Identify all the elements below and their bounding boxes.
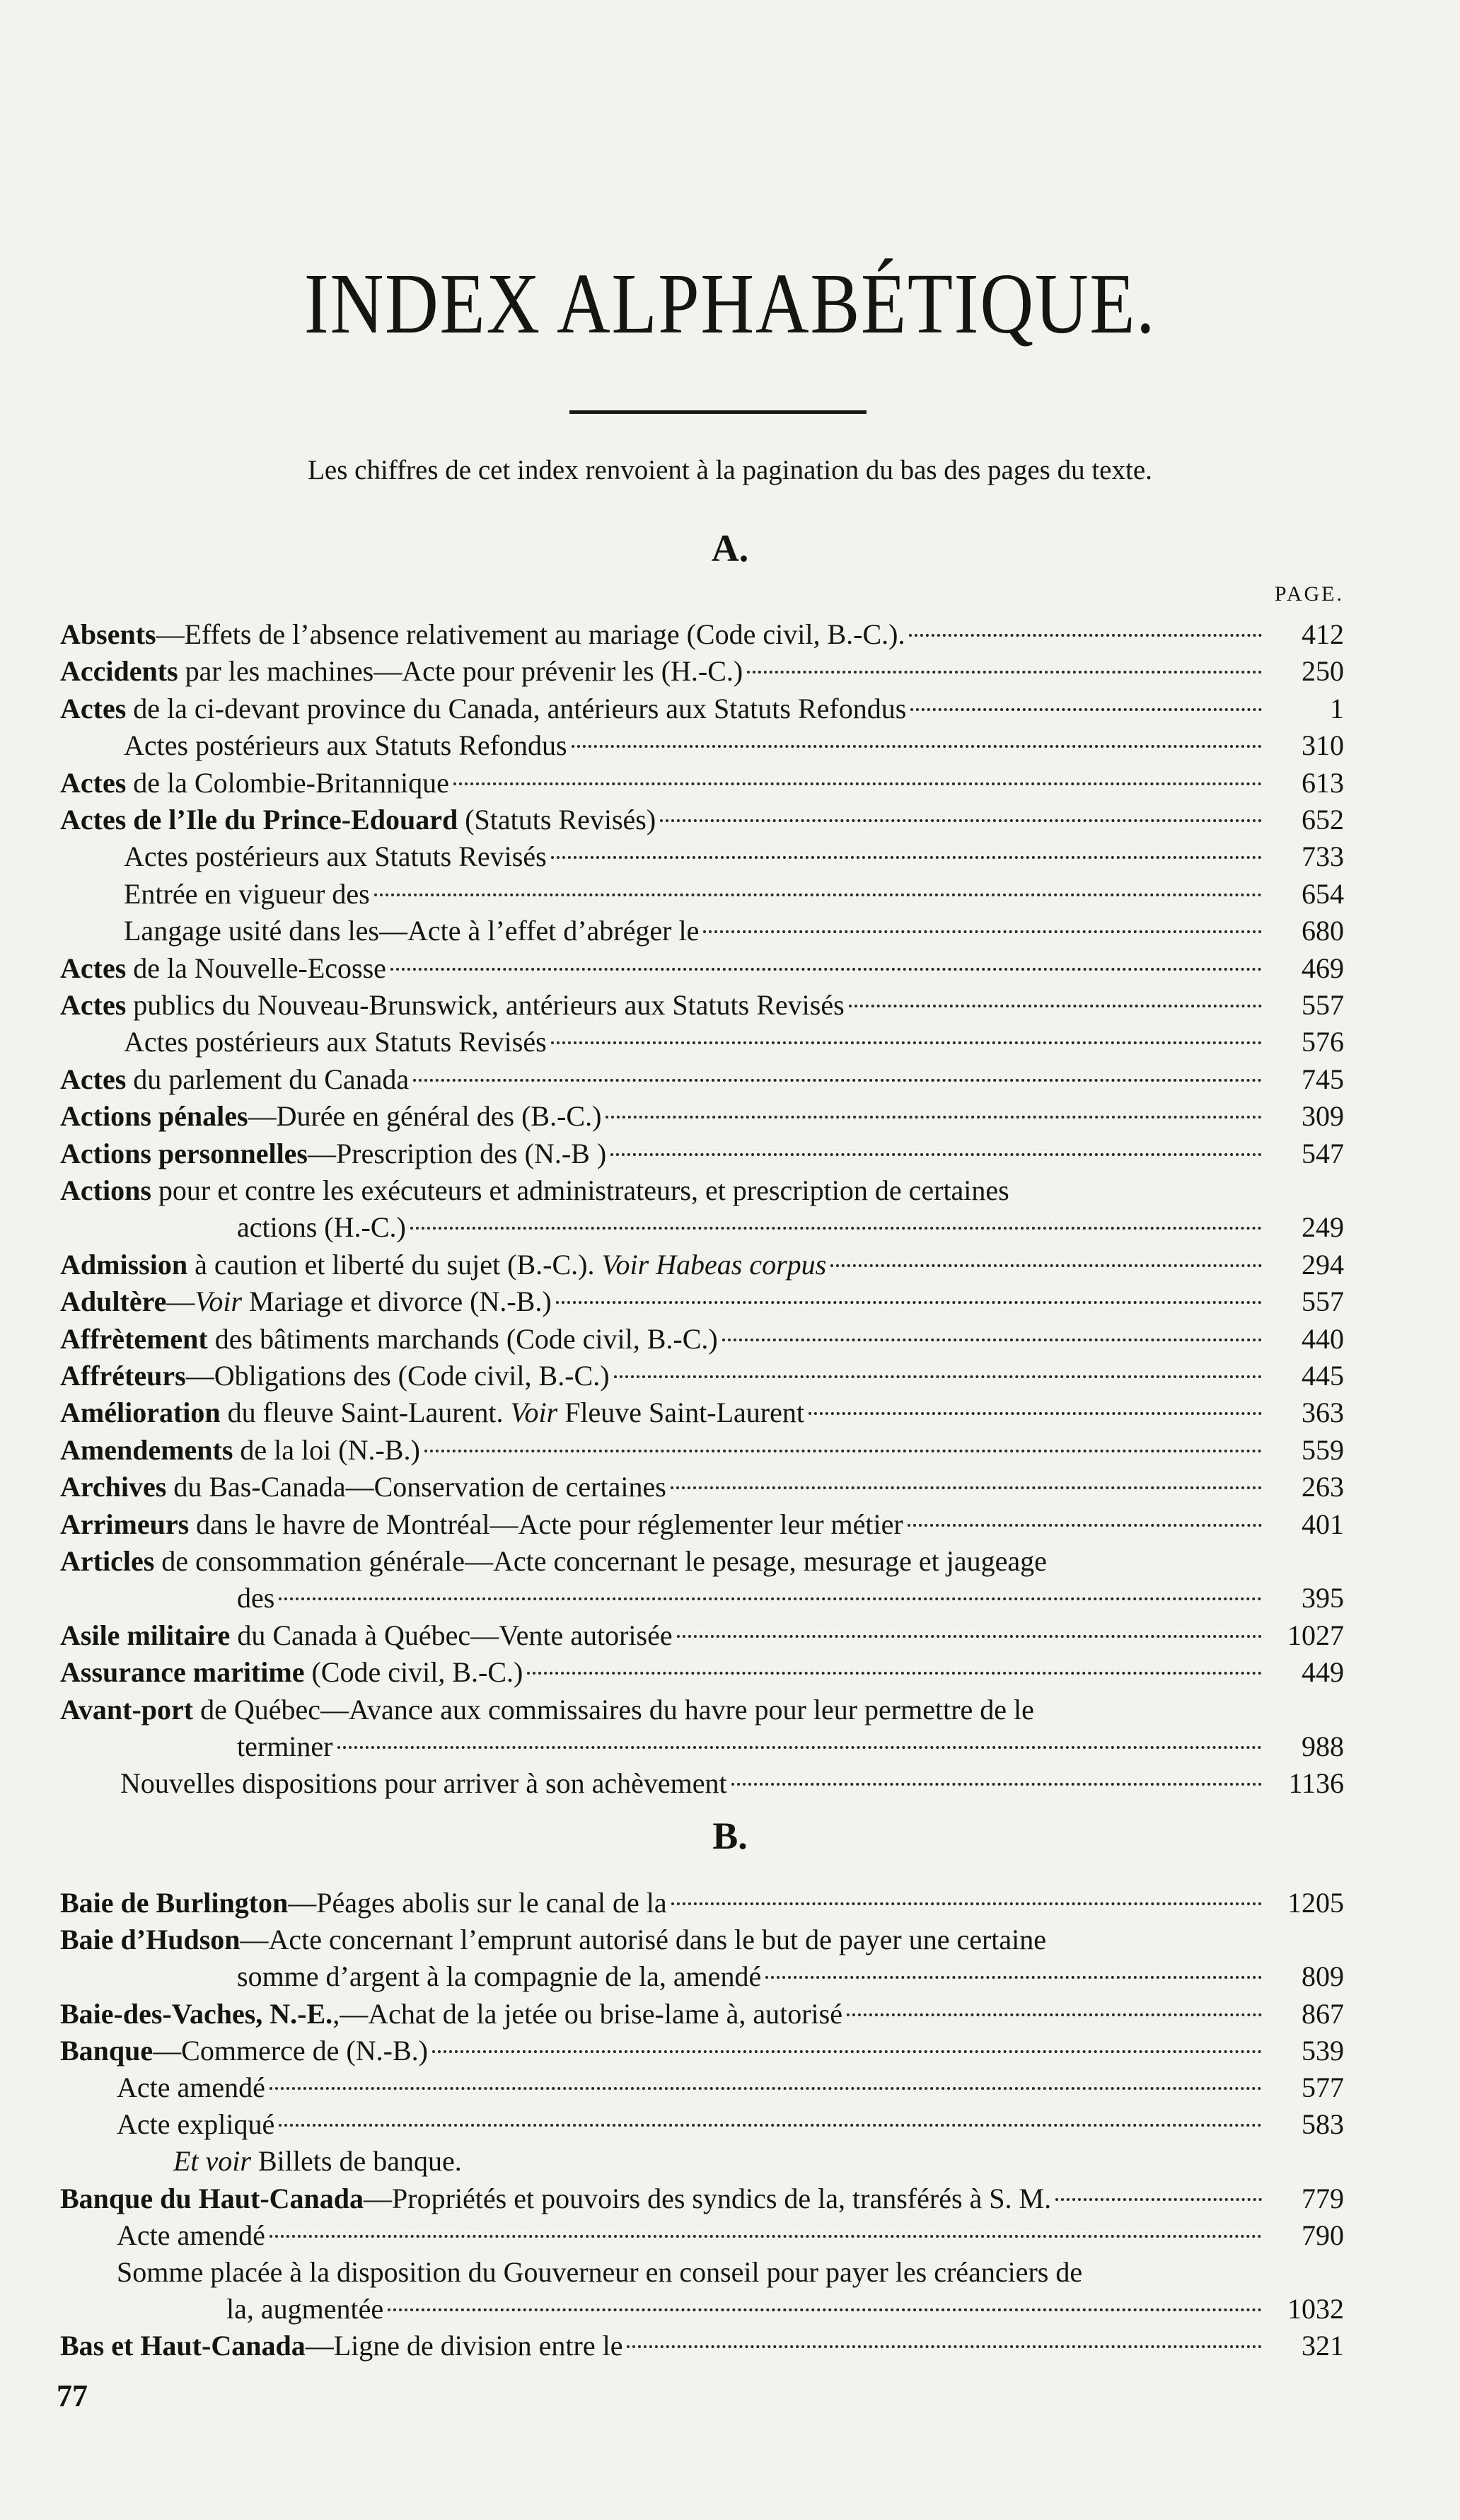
entry-reference-target: Fleuve Saint-Laurent — [557, 1397, 804, 1428]
entry-text — [124, 877, 370, 912]
entry-page-number: 680 — [1302, 915, 1344, 947]
index-entry — [60, 2328, 1344, 2364]
entry-text — [237, 1210, 406, 1245]
entry-description: —Péages abolis sur le canal de la — [288, 1887, 667, 1919]
entry-description: du Canada à Québec—Vente autorisée — [230, 1619, 673, 1651]
entry-description: publics du Nouveau-Brunswick, antérieurs aux Statuts Revisés — [126, 989, 845, 1021]
index-entry — [124, 877, 1344, 912]
dot-leader — [908, 1524, 1262, 1527]
entry-text — [60, 2328, 622, 2364]
dot-leader — [660, 819, 1262, 822]
entry-description: Nouvelles dispositions pour arriver à son achèvement — [120, 1767, 727, 1799]
entry-text — [60, 951, 386, 986]
dot-leader — [610, 1153, 1262, 1156]
entry-heading: Bas et Haut-Canada — [60, 2330, 306, 2362]
index-entry — [173, 2144, 1344, 2179]
index-entry — [60, 1692, 1344, 1728]
dot-leader — [279, 1597, 1262, 1600]
entry-text — [117, 2070, 265, 2105]
entry-heading: Banque du Haut-Canada — [60, 2183, 364, 2214]
entry-heading: Assurance maritime — [60, 1656, 305, 1688]
dot-leader — [424, 1450, 1262, 1452]
entry-page-number: 449 — [1302, 1656, 1344, 1688]
dot-leader — [572, 745, 1262, 748]
entry-description: du Bas-Canada—Conservation de certaines — [166, 1471, 666, 1503]
index-entry — [60, 2181, 1344, 2216]
entry-heading: Archives — [60, 1471, 167, 1503]
entry-page-number: 321 — [1302, 2330, 1344, 2362]
entry-heading: Affrètement — [60, 1323, 208, 1355]
index-entry — [237, 1580, 1344, 1616]
entry-text — [60, 1136, 606, 1172]
entry-page-number: 652 — [1302, 804, 1344, 836]
entry-page-number: 310 — [1302, 729, 1344, 761]
entry-reference-target: Mariage et divorce (N.-B.) — [242, 1285, 552, 1317]
dot-leader — [374, 894, 1262, 896]
dot-leader — [627, 2345, 1262, 2348]
title-rule — [569, 410, 867, 414]
entry-page-number: 557 — [1302, 989, 1344, 1021]
dot-leader — [671, 1486, 1262, 1489]
page-column-header: PAGE. — [1274, 582, 1344, 606]
entry-heading: Arrimeurs — [60, 1508, 190, 1540]
entry-heading: Actes — [60, 989, 127, 1021]
page-number: 77 — [57, 2379, 88, 2413]
section-letter-a: A. — [711, 527, 749, 570]
entry-page-number: 263 — [1302, 1471, 1344, 1503]
entry-description: terminer — [237, 1730, 333, 1762]
dot-leader — [413, 1079, 1262, 1082]
dot-leader — [432, 2050, 1262, 2053]
index-entry — [60, 1469, 1344, 1505]
entry-page-number: 294 — [1302, 1249, 1344, 1281]
entry-heading: Baie d’Hudson — [60, 1924, 241, 1955]
entry-description: —Commerce de (N.-B.) — [153, 2035, 428, 2067]
index-entry — [60, 1996, 1344, 2032]
entry-page-number: 547 — [1302, 1138, 1344, 1169]
entry-heading: Amendements — [60, 1434, 233, 1466]
entry-text — [117, 2255, 1082, 2290]
entry-heading: Actes — [60, 767, 127, 799]
index-entry — [226, 2291, 1344, 2327]
entry-text — [60, 1996, 842, 2032]
index-entry — [60, 1099, 1344, 1134]
dot-leader — [722, 1339, 1262, 1341]
entry-description: actions (H.-C.) — [237, 1211, 406, 1243]
entry-description: — — [166, 1285, 195, 1317]
dot-leader — [909, 634, 1262, 637]
entry-description: Actes postérieurs aux Statuts Revisés — [124, 1026, 547, 1058]
dot-leader — [847, 2013, 1262, 2016]
dot-leader — [390, 968, 1262, 971]
entry-cross-reference: Voir Habeas corpus — [601, 1249, 827, 1281]
entry-text — [60, 1655, 523, 1690]
dot-leader — [731, 1783, 1262, 1786]
entry-description: (Code civil, B.-C.) — [304, 1656, 523, 1688]
entry-page-number: 469 — [1302, 952, 1344, 984]
entry-heading: Banque — [60, 2035, 153, 2067]
index-entry — [124, 913, 1344, 949]
entry-description: par les machines—Acte pour prévenir les (H.-C.) — [178, 655, 743, 687]
entry-text — [120, 1766, 727, 1801]
entry-text — [60, 1618, 673, 1653]
index-entry — [117, 2218, 1344, 2253]
index-entry — [60, 654, 1344, 689]
entry-text — [124, 839, 547, 874]
page-title: INDEX ALPHABÉTIQUE. — [303, 256, 1157, 352]
entry-page-number: 1027 — [1287, 1619, 1344, 1651]
entry-description: des — [237, 1582, 275, 1614]
entry-text — [237, 1580, 274, 1616]
entry-text — [124, 913, 699, 949]
index-entry — [124, 1024, 1344, 1060]
index-entry — [60, 2033, 1344, 2069]
entry-heading: Admission — [60, 1249, 188, 1281]
dot-leader — [270, 2087, 1262, 2090]
entry-text — [60, 1284, 552, 1319]
entry-text — [60, 1173, 1009, 1208]
index-entry — [60, 1395, 1344, 1430]
dot-leader — [809, 1412, 1262, 1415]
entry-heading: Asile militaire — [60, 1619, 231, 1651]
dot-leader — [614, 1375, 1262, 1378]
index-entry — [60, 1136, 1344, 1172]
dot-leader — [606, 1116, 1262, 1119]
entry-text — [60, 765, 449, 801]
entry-reference-target: Billets de banque. — [250, 2145, 462, 2177]
entry-text — [60, 1395, 804, 1430]
entry-description: —Durée en général des (B.-C.) — [248, 1100, 602, 1132]
entry-page-number: 654 — [1302, 878, 1344, 910]
entry-text — [60, 1099, 601, 1134]
entry-page-number: 363 — [1302, 1397, 1344, 1428]
entry-heading: Baie-des-Vaches, N.-E. — [60, 1998, 333, 2030]
entry-description: Actes postérieurs aux Statuts Revisés — [124, 840, 547, 872]
entry-description: à caution et liberté du sujet (B.-C.). — [187, 1249, 595, 1281]
entry-text — [117, 2107, 274, 2142]
index-entry — [117, 2070, 1344, 2105]
entry-heading: Articles — [60, 1545, 155, 1577]
dot-leader — [747, 671, 1262, 674]
index-entry — [117, 2107, 1344, 2142]
dot-leader — [453, 782, 1262, 785]
entry-description: de la loi (N.-B.) — [233, 1434, 420, 1466]
entry-text — [117, 2218, 265, 2253]
entry-description: Langage usité dans les—Acte à l’effet d’abréger le — [124, 915, 700, 947]
entry-page-number: 1 — [1330, 693, 1344, 724]
index-entry — [60, 1173, 1344, 1208]
entry-text — [60, 988, 845, 1023]
entry-heading: Actions personnelles — [60, 1138, 308, 1169]
entry-page-number: 445 — [1302, 1360, 1344, 1392]
dot-leader — [671, 1902, 1262, 1905]
entry-heading: Actions pénales — [60, 1100, 248, 1132]
dot-leader — [551, 856, 1262, 859]
entry-page-number: 809 — [1302, 1960, 1344, 1992]
entry-text — [60, 1322, 718, 1357]
entry-page-number: 539 — [1302, 2035, 1344, 2067]
entry-text — [173, 2144, 462, 2179]
index-entry — [60, 1433, 1344, 1468]
entry-page-number: 559 — [1302, 1434, 1344, 1466]
index-entry — [60, 765, 1344, 801]
entry-page-number: 412 — [1302, 618, 1344, 650]
entry-description: (Statuts Revisés) — [458, 804, 656, 836]
entry-description: —Effets de l’absence relativement au mariage (Code civil, B.-C.). — [156, 618, 905, 650]
entry-description: de la ci-devant province du Canada, antérieurs aux Statuts Refondus — [126, 693, 907, 724]
entry-heading: Amélioration — [60, 1397, 221, 1428]
entry-heading: Affréteurs — [60, 1360, 186, 1392]
entry-page-number: 557 — [1302, 1285, 1344, 1317]
dot-leader — [765, 1976, 1262, 1979]
index-entry — [60, 1655, 1344, 1690]
entry-cross-reference: Voir — [510, 1397, 558, 1428]
index-entry — [60, 1618, 1344, 1653]
entry-page-number: 745 — [1302, 1063, 1344, 1095]
entry-description: —Prescription des (N.-B ) — [308, 1138, 607, 1169]
entry-page-number: 1032 — [1287, 2293, 1344, 2325]
entry-text — [60, 1922, 1046, 1958]
index-entry — [60, 1284, 1344, 1319]
entry-page-number: 577 — [1302, 2071, 1344, 2103]
entry-heading: Actes — [60, 693, 127, 724]
entry-page-number: 576 — [1302, 1026, 1344, 1058]
dot-leader — [830, 1264, 1262, 1267]
entry-page-number: 988 — [1302, 1730, 1344, 1762]
index-entry — [124, 839, 1344, 874]
dot-leader — [677, 1635, 1262, 1638]
entry-text — [60, 2033, 428, 2069]
entry-description: —Acte concernant l’emprunt autorisé dans le but de payer une certaine — [240, 1924, 1047, 1955]
dot-leader — [527, 1672, 1262, 1675]
entry-page-number: 1136 — [1288, 1767, 1344, 1799]
entry-text — [60, 1507, 903, 1542]
dot-leader — [270, 2235, 1262, 2238]
entry-description: Entrée en vigueur des — [124, 878, 370, 910]
entry-heading: Actions — [60, 1174, 151, 1206]
index-entry — [60, 691, 1344, 727]
index-entry — [60, 951, 1344, 986]
entry-page-number: 395 — [1302, 1582, 1344, 1614]
entry-text — [60, 1469, 666, 1505]
entry-heading: Actes de l’Ile du Prince-Edouard — [60, 804, 458, 836]
index-entry — [60, 1062, 1344, 1097]
index-entry — [60, 1358, 1344, 1394]
entry-description: des bâtiments marchands (Code civil, B.-C.) — [207, 1323, 718, 1355]
entry-page-number: 440 — [1302, 1323, 1344, 1355]
entry-description: dans le havre de Montréal—Acte pour réglementer leur métier — [189, 1508, 903, 1540]
entry-description: la, augmentée — [226, 2293, 384, 2325]
entry-heading: Baie de Burlington — [60, 1887, 289, 1919]
entry-page-number: 401 — [1302, 1508, 1344, 1540]
entry-description: pour et contre les exécuteurs et administrateurs, et prescription de certaines — [151, 1174, 1009, 1206]
index-entry — [60, 1885, 1344, 1921]
entry-text — [60, 617, 905, 652]
dot-leader — [388, 2308, 1262, 2311]
entry-text — [60, 802, 656, 838]
entry-heading: Actes — [60, 952, 127, 984]
entry-text — [60, 1358, 610, 1394]
entry-description: du parlement du Canada — [126, 1063, 410, 1095]
entry-text — [60, 691, 906, 727]
entry-text — [60, 1433, 420, 1468]
entry-description: —Ligne de division entre le — [305, 2330, 623, 2362]
dot-leader — [703, 930, 1262, 933]
entry-text — [60, 1062, 409, 1097]
dot-leader — [1055, 2198, 1262, 2201]
entry-text — [60, 2181, 1051, 2216]
entry-cross-reference: Et voir — [173, 2145, 251, 2177]
entry-text — [226, 2291, 383, 2327]
entry-description: de la Nouvelle-Ecosse — [126, 952, 386, 984]
entry-page-number: 250 — [1302, 655, 1344, 687]
index-entry — [60, 617, 1344, 652]
entry-page-number: 779 — [1302, 2183, 1344, 2214]
index-entry — [237, 1729, 1344, 1764]
entry-page-number: 613 — [1302, 767, 1344, 799]
section-letter-b: B. — [712, 1815, 748, 1857]
entry-text — [60, 654, 743, 689]
entry-text — [124, 1024, 547, 1060]
entry-page-number: 867 — [1302, 1998, 1344, 2030]
entry-heading: Avant-port — [60, 1694, 194, 1726]
index-entry — [60, 1322, 1344, 1357]
entry-description: du fleuve Saint-Laurent. — [220, 1397, 504, 1428]
entry-page-number: 733 — [1302, 840, 1344, 872]
entry-description: Actes postérieurs aux Statuts Refondus — [124, 729, 567, 761]
entry-text — [60, 1692, 1034, 1728]
dot-leader — [556, 1301, 1262, 1304]
entry-text — [124, 728, 567, 763]
dot-leader — [551, 1041, 1262, 1044]
entry-description: somme d’argent à la compagnie de la, amendé — [237, 1960, 762, 1992]
entry-page-number: 583 — [1302, 2108, 1344, 2140]
index-entry — [60, 988, 1344, 1023]
entry-description: Acte amendé — [117, 2219, 265, 2251]
entry-page-number: 790 — [1302, 2219, 1344, 2251]
index-entry — [60, 1544, 1344, 1579]
entry-cross-reference: Voir — [195, 1285, 243, 1317]
index-entry — [120, 1766, 1344, 1801]
entry-page-number: 1205 — [1287, 1887, 1344, 1919]
entry-description: de la Colombie-Britannique — [126, 767, 449, 799]
entry-text — [60, 1885, 667, 1921]
entry-description: de consommation générale—Acte concernant le pesage, mesurage et jaugeage — [154, 1545, 1047, 1577]
entry-text — [60, 1544, 1047, 1579]
entry-description: —Propriétés et pouvoirs des syndics de la, transférés à S. M. — [364, 2183, 1052, 2214]
entry-description: ,—Achat de la jetée ou brise-lame à, autorisé — [332, 1998, 842, 2030]
index-entry — [60, 802, 1344, 838]
entry-heading: Accidents — [60, 655, 178, 687]
index-entry — [237, 1210, 1344, 1245]
entry-page-number: 309 — [1302, 1100, 1344, 1132]
entry-heading: Absents — [60, 618, 156, 650]
entry-text — [237, 1729, 333, 1764]
index-entry — [124, 728, 1344, 763]
entry-heading: Actes — [60, 1063, 127, 1095]
entry-description: Acte expliqué — [117, 2108, 275, 2140]
dot-leader — [849, 1005, 1262, 1007]
index-entry — [60, 1247, 1344, 1283]
index-entry — [60, 1922, 1344, 1958]
entry-description: Acte amendé — [117, 2071, 265, 2103]
entry-text — [237, 1959, 761, 1994]
dot-leader — [279, 2124, 1262, 2127]
index-entry — [60, 1507, 1344, 1542]
entry-description: Somme placée à la disposition du Gouverneur en conseil pour payer les créanciers de — [117, 2256, 1083, 2288]
entry-page-number: 249 — [1302, 1211, 1344, 1243]
dot-leader — [337, 1746, 1263, 1749]
entry-description: —Obligations des (Code civil, B.-C.) — [185, 1360, 610, 1392]
entry-description: de Québec—Avance aux commissaires du havre pour leur permettre de le — [193, 1694, 1034, 1726]
dot-leader — [410, 1227, 1262, 1230]
dot-leader — [910, 708, 1262, 711]
index-entry — [237, 1959, 1344, 1994]
entry-heading: Adultère — [60, 1285, 167, 1317]
entry-text — [60, 1247, 826, 1283]
page-subtitle: Les chiffres de cet index renvoient à la pagination du bas des pages du texte. — [308, 455, 1152, 485]
index-entry — [117, 2255, 1344, 2290]
